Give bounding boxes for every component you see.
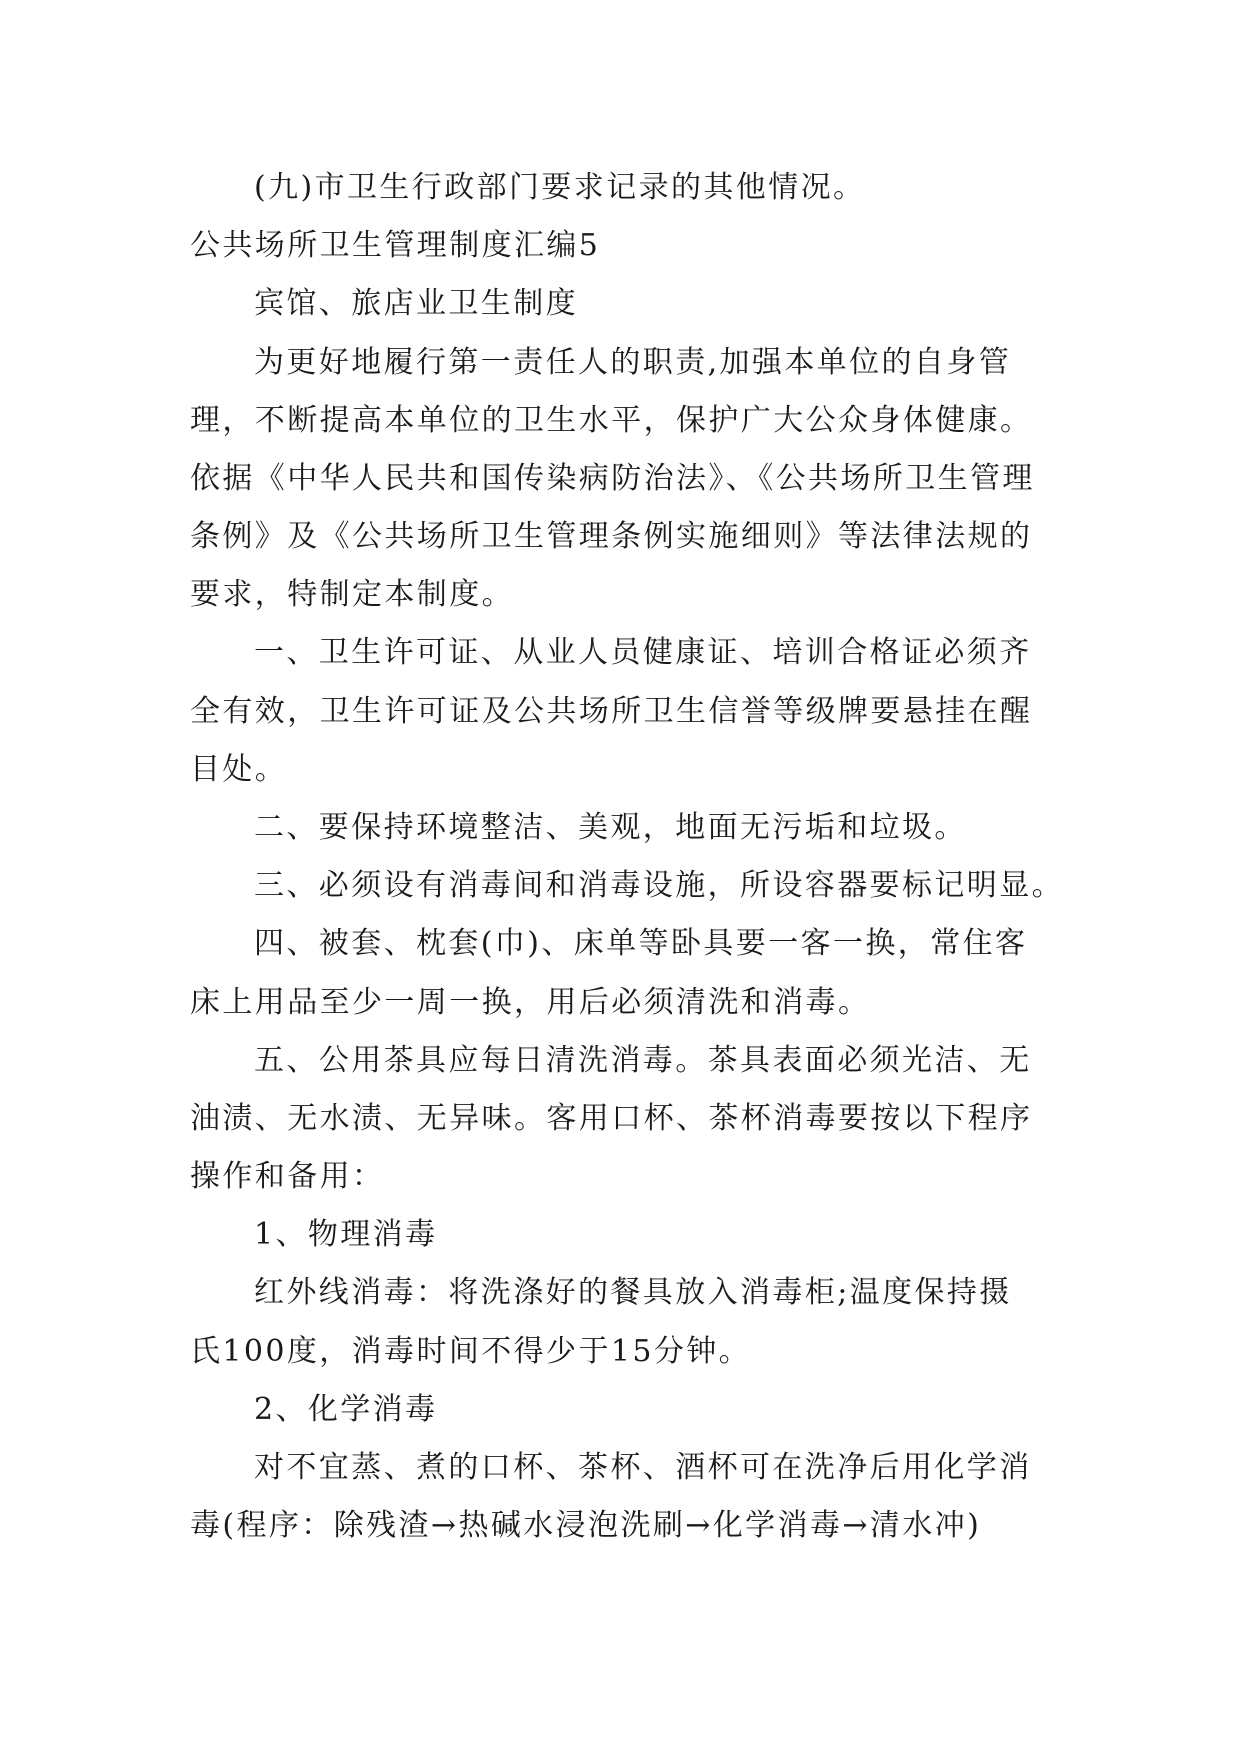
paragraph-line: 全有效，卫生许可证及公共场所卫生信誉等级牌要悬挂在醒 <box>190 694 1033 729</box>
paragraph-line: 依据《中华人民共和国传染病防治法》、《公共场所卫生管理 <box>190 461 1035 496</box>
paragraph-line: 床上用品至少一周一换，用后必须清洗和消毒。 <box>190 985 871 1020</box>
paragraph-line: 为更好地履行第一责任人的职责,加强本单位的自身管 <box>254 345 1012 380</box>
paragraph-line: 1、物理消毒 <box>254 1217 438 1252</box>
paragraph-line: 对不宜蒸、煮的口杯、茶杯、酒杯可在洗净后用化学消 <box>254 1450 1032 1485</box>
paragraph-line: 二、要保持环境整洁、美观，地面无污垢和垃圾。 <box>254 810 967 845</box>
paragraph-line: 目处。 <box>190 752 288 787</box>
paragraph-line: 操作和备用： <box>190 1159 385 1194</box>
paragraph-line: 氏100度，消毒时间不得少于15分钟。 <box>190 1334 752 1369</box>
list-item-nine: (九)市卫生行政部门要求记录的其他情况。 <box>254 170 866 205</box>
paragraph-line: 油渍、无水渍、无异味。客用口杯、茶杯消毒要按以下程序 <box>190 1101 1033 1136</box>
section-heading: 公共场所卫生管理制度汇编5 <box>190 228 601 263</box>
paragraph-line: 2、化学消毒 <box>254 1392 438 1427</box>
paragraph-line: 条例》及《公共场所卫生管理条例实施细则》等法律法规的 <box>190 519 1033 554</box>
paragraph-line: 一、卫生许可证、从业人员健康证、培训合格证必须齐 <box>254 635 1032 670</box>
paragraph-line: 毒(程序：除残渣→热碱水浸泡洗刷→化学消毒→清水冲) <box>190 1508 982 1543</box>
paragraph-line: 四、被套、枕套(巾)、床单等卧具要一客一换，常住客 <box>254 926 1028 961</box>
paragraph-line: 三、必须设有消毒间和消毒设施，所设容器要标记明显。 <box>254 868 1064 903</box>
paragraph-line: 红外线消毒：将洗涤好的餐具放入消毒柜;温度保持摄 <box>254 1275 1012 1310</box>
subsection-title: 宾馆、旅店业卫生制度 <box>254 286 578 321</box>
paragraph-line: 五、公用茶具应每日清洗消毒。茶具表面必须光洁、无 <box>254 1043 1032 1078</box>
paragraph-line: 理，不断提高本单位的卫生水平，保护广大公众身体健康。 <box>190 403 1033 438</box>
paragraph-line: 要求，特制定本制度。 <box>190 577 514 612</box>
